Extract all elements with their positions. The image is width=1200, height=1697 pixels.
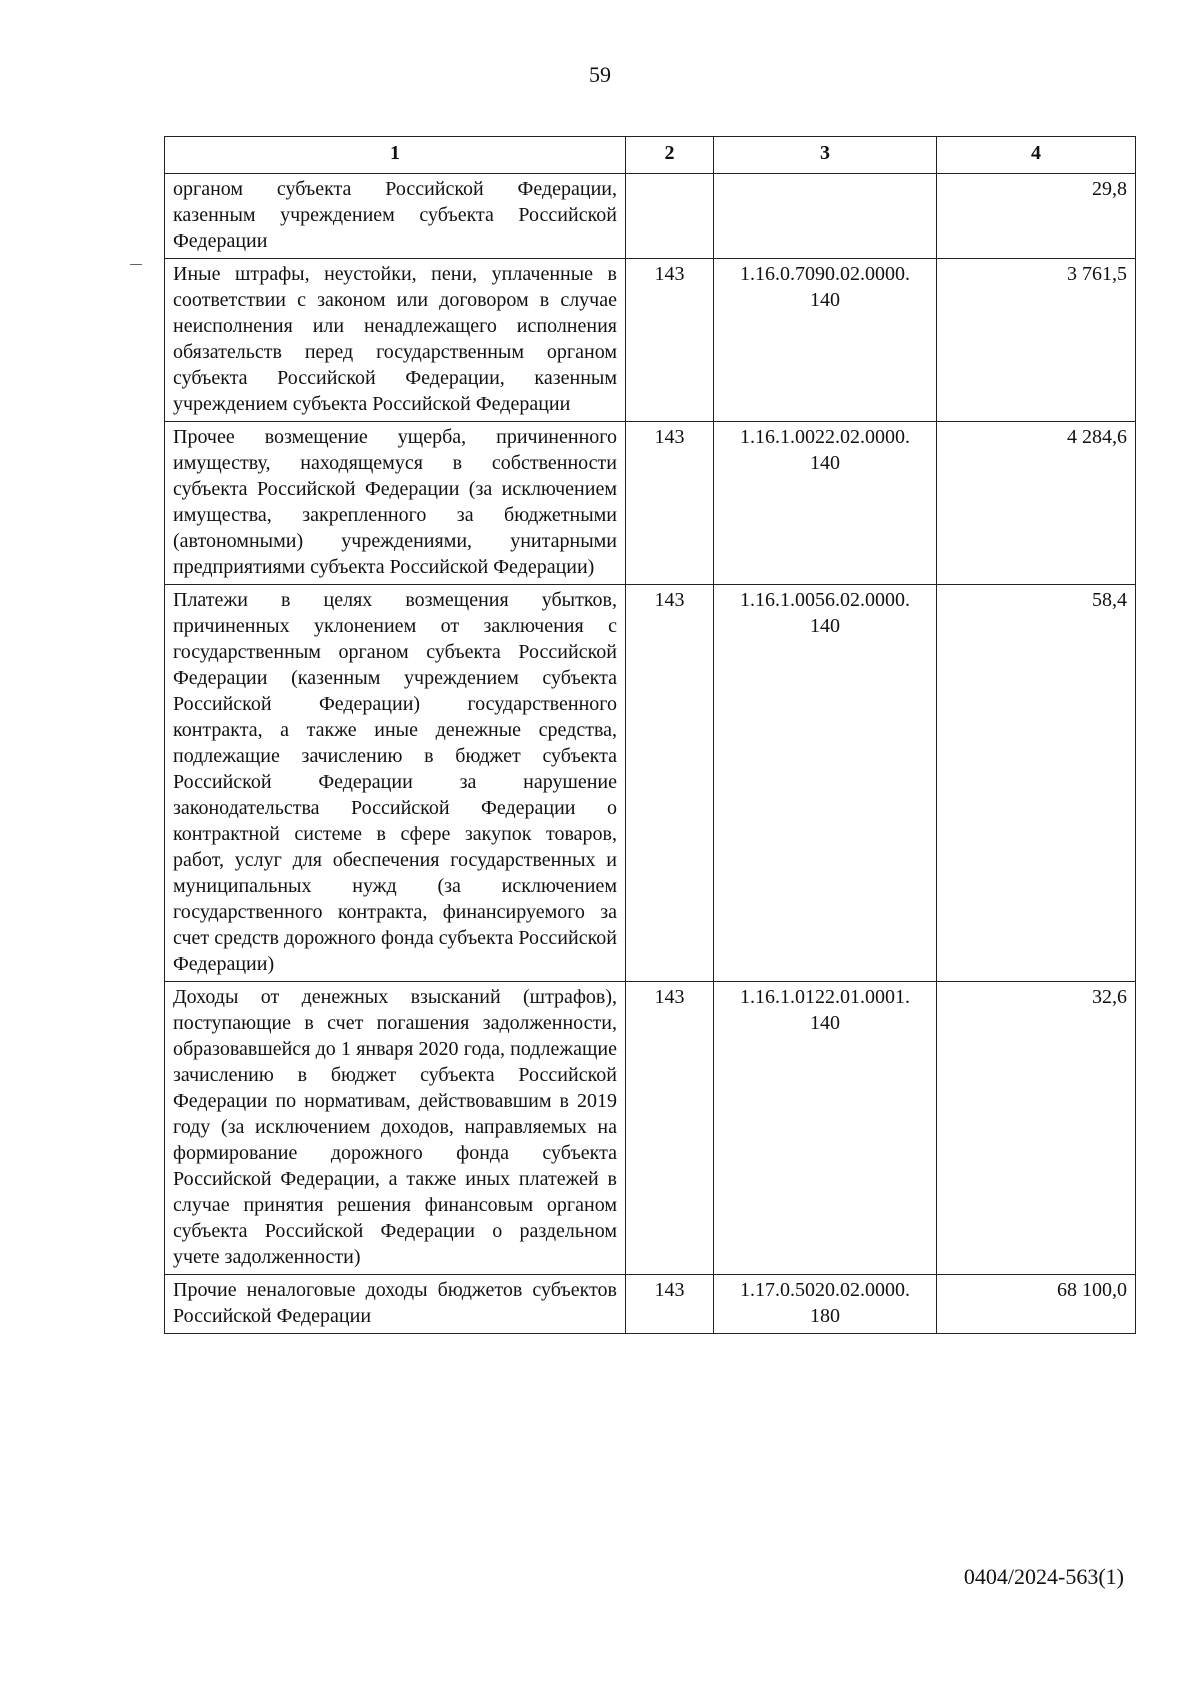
row-description: Платежи в целях возмещения убытков, причиненных уклонением от заключения с государственным органом субъекта Российской Федерации (казенным учреждением субъекта Российской Федерации) государственного контракта, а также иные денежные средства, подлежащие зачислению в бюджет субъекта Российской Федерации за нарушение законодательства Российской Федерации о контрактной системе в сфере закупок товаров, работ, услуг для обеспечения государственных и муниципальных нужд (за исключением государственного контракта, финансируемого за счет средств дорожного фонда субъекта Российской Федерации) [165, 585, 626, 982]
document-code: 0404/2024-563(1) [963, 1564, 1124, 1589]
row-admin-code: 143 [626, 1275, 714, 1334]
table-header-row [165, 137, 1136, 174]
table-row [165, 174, 1136, 259]
table-row [165, 585, 1136, 982]
header-col-1: 1 [165, 137, 626, 174]
row-budget-code [714, 585, 937, 982]
row-description: органом субъекта Российской Федерации, казенным учреждением субъекта Российской Федерации [165, 174, 626, 259]
table-row [165, 259, 1136, 422]
row-amount: 3 761,5 [937, 259, 1136, 422]
table-row [165, 422, 1136, 585]
row-budget-code [714, 259, 937, 422]
budget-code-line-1: 1.16.1.0022.02.0000. [740, 426, 910, 448]
row-admin-code: 143 [626, 585, 714, 982]
budget-code-line-2: 180 [810, 1305, 840, 1327]
budget-code-line-1: 1.16.1.0122.01.0001. [740, 986, 910, 1008]
row-description: Прочие неналоговые доходы бюджетов субъектов Российской Федерации [165, 1275, 626, 1334]
margin-mark [130, 264, 142, 265]
table-row [165, 982, 1136, 1275]
row-amount: 68 100,0 [937, 1275, 1136, 1334]
budget-code-line-1: 1.16.1.0056.02.0000. [740, 589, 910, 611]
row-amount: 29,8 [937, 174, 1136, 259]
budget-revenue-table [164, 136, 1136, 1334]
table-row [165, 1275, 1136, 1334]
budget-code-line-2: 140 [810, 452, 840, 474]
row-budget-code [714, 1275, 937, 1334]
budget-code-line-2: 140 [810, 289, 840, 311]
row-description: Прочее возмещение ущерба, причиненного имуществу, находящемуся в собственности субъекта Российской Федерации (за исключением имущества, закрепленного за бюджетными (автономными) учреждениями, унитарными предприятиями субъекта Российской Федерации) [165, 422, 626, 585]
row-amount: 4 284,6 [937, 422, 1136, 585]
header-col-2: 2 [626, 137, 714, 174]
row-description: Иные штрафы, неустойки, пени, уплаченные в соответствии с законом или договором в случае неисполнения или ненадлежащего исполнения обязательств перед государственным органом субъекта Российской Федерации, казенным учреждением субъекта Российской Федерации [165, 259, 626, 422]
page-number: 59 [589, 62, 611, 87]
row-budget-code [714, 422, 937, 585]
budget-code-line-2: 140 [810, 615, 840, 637]
row-amount: 58,4 [937, 585, 1136, 982]
row-admin-code [626, 174, 714, 259]
budget-code-line-1: 1.17.0.5020.02.0000. [740, 1279, 910, 1301]
row-description: Доходы от денежных взысканий (штрафов), поступающие в счет погашения задолженности, образовавшейся до 1 января 2020 года, подлежащие зачислению в бюджет субъекта Российской Федерации по нормативам, действовавшим в 2019 году (за исключением доходов, направляемых на формирование дорожного фонда субъекта Российской Федерации, а также иных платежей в случае принятия решения финансовым органом субъекта Российской Федерации о раздельном учете задолженности) [165, 982, 626, 1275]
row-admin-code: 143 [626, 982, 714, 1275]
budget-code-line-1: 1.16.0.7090.02.0000. [740, 263, 910, 285]
row-budget-code [714, 174, 937, 259]
row-admin-code: 143 [626, 259, 714, 422]
row-budget-code [714, 982, 937, 1275]
budget-code-line-2: 140 [810, 1012, 840, 1034]
row-admin-code: 143 [626, 422, 714, 585]
row-amount: 32,6 [937, 982, 1136, 1275]
header-col-3: 3 [714, 137, 937, 174]
header-col-4: 4 [937, 137, 1136, 174]
